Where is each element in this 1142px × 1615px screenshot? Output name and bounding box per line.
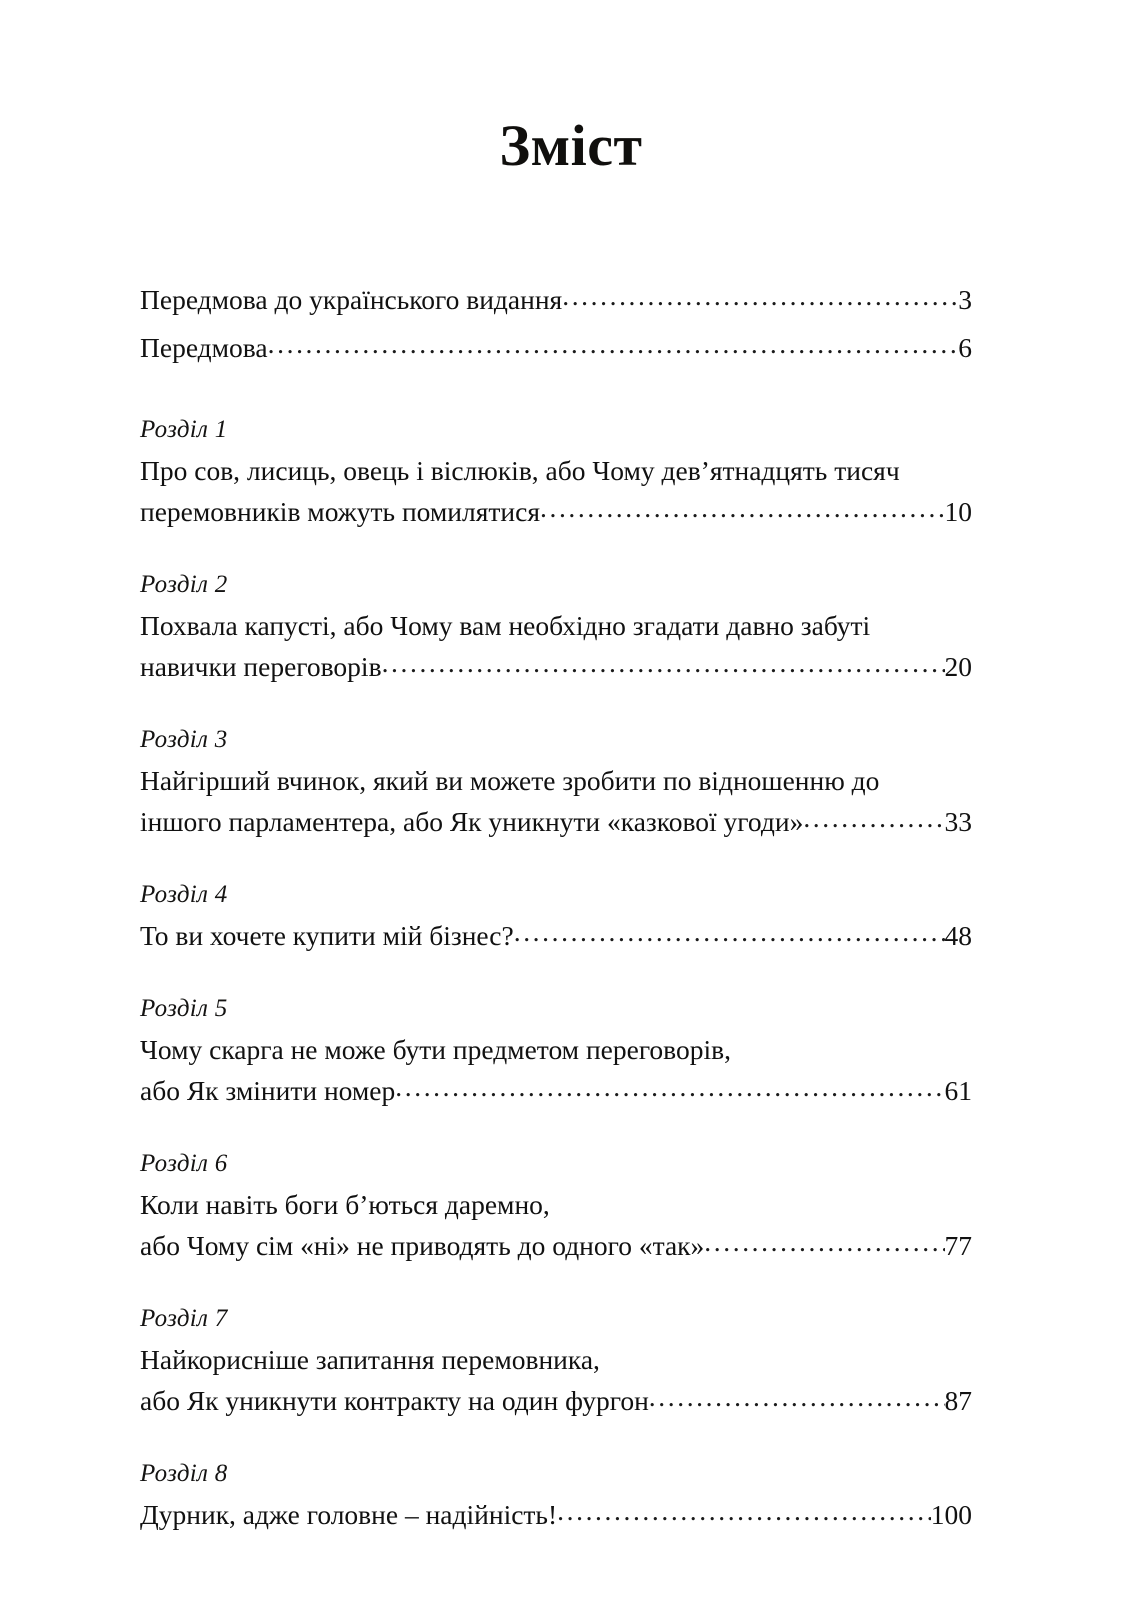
chapter-title-line-last bbox=[140, 1225, 972, 1266]
page-title: Зміст bbox=[499, 113, 643, 178]
chapter-label: Розділ 8 bbox=[140, 1460, 228, 1487]
chapter-label: Розділ 5 bbox=[140, 995, 228, 1022]
chapter-title bbox=[140, 1339, 972, 1421]
chapter-page: 61 bbox=[944, 1075, 972, 1106]
toc-entry-page: 6 bbox=[958, 332, 972, 363]
chapter-label: Розділ 1 bbox=[140, 416, 228, 443]
chapter-page: 87 bbox=[944, 1385, 972, 1416]
dot-leader bbox=[514, 918, 945, 946]
chapter-page: 20 bbox=[944, 651, 972, 682]
dot-leader bbox=[562, 282, 958, 310]
toc-chapter-2[interactable] bbox=[140, 565, 972, 687]
chapter-page: 48 bbox=[944, 920, 972, 951]
chapter-title-text: Найгірший вчинок, який ви можете зробити по відношенню до bbox=[140, 765, 880, 796]
chapter-title-text: навички переговорів bbox=[140, 651, 382, 682]
toc-entry-front-1[interactable] bbox=[140, 324, 972, 372]
chapter-title-text: Похвала капусті, або Чому вам необхідно згадати давно забуті bbox=[140, 610, 871, 641]
toc-entry-page: 3 bbox=[958, 284, 972, 315]
chapter-title bbox=[140, 1029, 972, 1111]
chapter-title-line-last bbox=[140, 491, 972, 532]
chapter-label: Розділ 2 bbox=[140, 571, 228, 598]
chapter-title-line-last bbox=[140, 801, 972, 842]
chapter-page: 10 bbox=[944, 496, 972, 527]
chapter-title-text: перемовників можуть помилятися bbox=[140, 496, 540, 527]
dot-leader bbox=[395, 1073, 944, 1101]
chapter-title-line-last bbox=[140, 1494, 972, 1535]
table-of-contents bbox=[140, 276, 972, 1535]
chapter-title-text: Коли навіть боги б’ються даремно, bbox=[140, 1189, 550, 1220]
chapter-title-line-last bbox=[140, 1380, 972, 1421]
dot-leader bbox=[649, 1383, 945, 1411]
dot-leader bbox=[704, 1228, 944, 1256]
chapter-title bbox=[140, 760, 972, 842]
chapter-title-text: Про сов, лисиць, овець і віслюків, або Чому дев’ятнадцять тисяч bbox=[140, 455, 900, 486]
chapter-title-text: або Як уникнути контракту на один фургон bbox=[140, 1385, 649, 1416]
toc-chapter-3[interactable] bbox=[140, 720, 972, 842]
dot-leader bbox=[557, 1497, 931, 1525]
toc-chapter-4[interactable] bbox=[140, 875, 972, 956]
chapter-title-line-last bbox=[140, 1070, 972, 1111]
chapter-title bbox=[140, 1184, 972, 1266]
chapter-title-line-last bbox=[140, 915, 972, 956]
chapter-title-line bbox=[140, 760, 972, 801]
chapter-page: 33 bbox=[944, 806, 972, 837]
chapter-title bbox=[140, 450, 972, 532]
toc-entry-label: Передмова до українського видання bbox=[140, 284, 563, 315]
chapter-title bbox=[140, 605, 972, 687]
chapter-label: Розділ 7 bbox=[140, 1305, 228, 1332]
chapter-title-text: іншого парламентера, або Як уникнути «казкової угоди» bbox=[140, 806, 804, 837]
chapter-title-text: або Чому сім «ні» не приводять до одного «так» bbox=[140, 1230, 705, 1261]
chapter-title-line bbox=[140, 1184, 972, 1225]
chapter-title-text: Найкорисніше запитання перемовника, bbox=[140, 1344, 600, 1375]
toc-chapter-7[interactable] bbox=[140, 1299, 972, 1421]
dot-leader bbox=[803, 804, 944, 832]
chapter-title bbox=[140, 1494, 972, 1535]
chapter-label: Розділ 3 bbox=[140, 726, 228, 753]
chapter-title-text: або Як змінити номер bbox=[140, 1075, 396, 1106]
chapter-title-line-last bbox=[140, 646, 972, 687]
chapter-title-line bbox=[140, 605, 972, 646]
chapter-title-text: Чому скарга не може бути предметом переговорів, bbox=[140, 1034, 731, 1065]
chapter-label: Розділ 6 bbox=[140, 1150, 228, 1177]
chapter-page: 77 bbox=[944, 1230, 972, 1261]
toc-chapter-5[interactable] bbox=[140, 989, 972, 1111]
dot-leader bbox=[382, 649, 945, 677]
chapter-label: Розділ 4 bbox=[140, 881, 228, 908]
chapter-page: 100 bbox=[930, 1499, 972, 1530]
toc-chapter-1[interactable] bbox=[140, 410, 972, 532]
chapter-title bbox=[140, 915, 972, 956]
dot-leader bbox=[268, 330, 959, 358]
chapter-title-text: То ви хочете купити мій бізнес? bbox=[140, 920, 514, 951]
toc-chapter-6[interactable] bbox=[140, 1144, 972, 1266]
toc-entry-label: Передмова bbox=[140, 332, 268, 363]
chapter-title-text: Дурник, адже головне – надійність! bbox=[140, 1499, 558, 1530]
chapter-title-line bbox=[140, 450, 972, 491]
chapter-title-line bbox=[140, 1339, 972, 1380]
chapter-title-line bbox=[140, 1029, 972, 1070]
toc-entry-front-0[interactable] bbox=[140, 276, 972, 324]
toc-chapter-8[interactable] bbox=[140, 1454, 972, 1535]
dot-leader bbox=[540, 494, 945, 522]
